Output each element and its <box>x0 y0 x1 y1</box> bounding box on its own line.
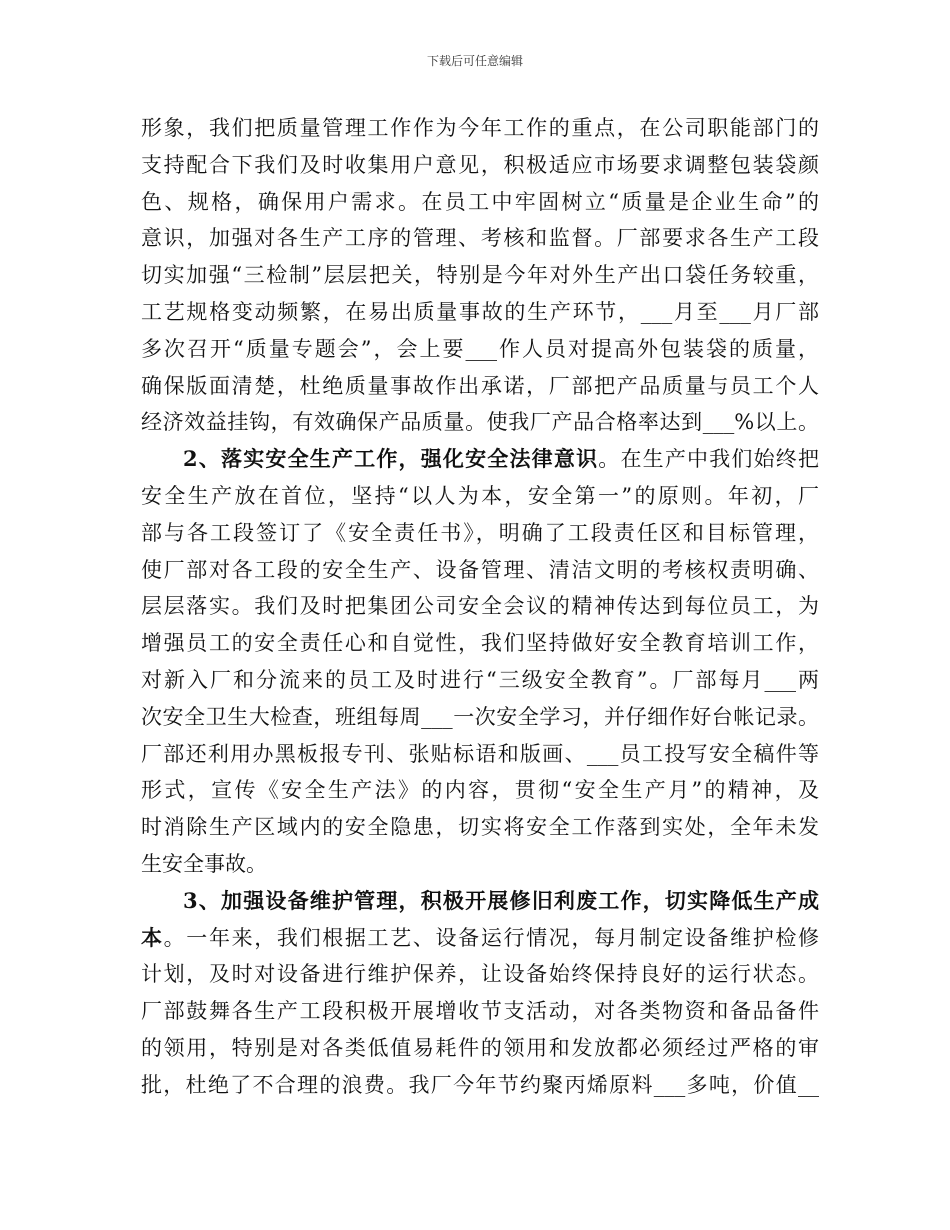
text-line <box>141 220 819 257</box>
text-line <box>141 625 819 662</box>
line-text: 色、规格，确保用户需求。在员工中牢固树立“质量是企业生命”的 <box>141 189 819 214</box>
line-text: 形式，宣传《安全生产法》的内容，贯彻“安全生产月”的精神，及 <box>141 778 819 803</box>
line-text: 经济效益挂钩，有效确保产品质量。使我厂产品合格率达到___%以上。 <box>141 410 819 435</box>
paragraph-3 <box>141 883 819 1104</box>
text-line <box>141 515 819 552</box>
text-line <box>141 331 819 368</box>
line-text: 计划，及时对设备进行维护保养，让设备始终保持良好的运行状态。 <box>141 962 819 987</box>
text-line <box>141 184 819 221</box>
text-line <box>141 699 819 736</box>
line-text: 对新入厂和分流来的员工及时进行“三级安全教育”。厂部每月___两 <box>141 667 819 692</box>
line-text: 批，杜绝了不合理的浪费。我厂今年节约聚丙烯原料___多吨，价值__ <box>141 1072 819 1097</box>
paragraph-1 <box>141 110 819 441</box>
line-text: 层层落实。我们及时把集团公司安全会议的精神传达到每位员工，为 <box>141 594 819 619</box>
line-text: 支持配合下我们及时收集用户意见，积极适应市场要求调整包装袋颜 <box>141 152 819 177</box>
text-line <box>141 809 819 846</box>
section-heading: 本 <box>141 924 164 950</box>
line-text: 形象，我们把质量管理工作作为今年工作的重点，在公司职能部门的 <box>141 116 819 140</box>
text-line <box>141 478 819 515</box>
line-text: 安全生产放在首位，坚持“以人为本，安全第一”的原则。年初，厂 <box>141 483 819 508</box>
text-line <box>141 1030 819 1067</box>
text-line <box>141 257 819 294</box>
line-text: 生安全事故。 <box>141 851 267 876</box>
document-body <box>141 110 819 1104</box>
line-text: 次安全卫生大检查，班组每周___一次安全学习，并仔细作好台帐记录。 <box>141 704 819 729</box>
text-line <box>141 441 819 478</box>
page-header: 下载后可任意编辑 <box>426 54 523 68</box>
text-line <box>141 588 819 625</box>
text-line <box>141 846 819 883</box>
text-line <box>141 552 819 589</box>
text-line <box>141 883 819 920</box>
text-line <box>141 294 819 331</box>
text-line <box>141 920 819 957</box>
text-line <box>141 1067 819 1104</box>
line-text: 厂部还利用办黑板报专刊、张贴标语和版画、___员工投写安全稿件等 <box>141 741 819 766</box>
line-text: 厂部鼓舞各生产工段积极开展增收节支活动，对各类物资和备品备件 <box>141 999 819 1024</box>
line-text: 确保版面清楚，杜绝质量事故作出承诺，厂部把产品质量与员工个人 <box>141 373 819 398</box>
section-heading: 2、落实安全生产工作，强化安全法律意识 <box>183 446 599 472</box>
text-line <box>141 110 819 147</box>
line-text: 使厂部对各工段的安全生产、设备管理、清洁文明的考核权责明确、 <box>141 557 819 582</box>
text-line <box>141 736 819 773</box>
line-text: 切实加强“三检制”层层把关，特别是今年对外生产出口袋任务较重， <box>141 263 819 288</box>
line-text: 的领用，特别是对各类低值易耗件的领用和发放都必须经过严格的审 <box>141 1035 819 1060</box>
text-line <box>141 368 819 405</box>
section-heading: 3、加强设备维护管理，积极开展修旧利废工作，切实降低生产成 <box>183 887 819 913</box>
line-text: 。在生产中我们始终把 <box>598 447 819 472</box>
text-line <box>141 404 819 441</box>
text-line <box>141 147 819 184</box>
line-text: 。一年来，我们根据工艺、设备运行情况，每月制定设备维护检修 <box>163 925 819 950</box>
line-text: 时消除生产区域内的安全隐患，切实将安全工作落到实处，全年未发 <box>141 815 819 840</box>
text-line <box>141 993 819 1030</box>
text-line <box>141 662 819 699</box>
line-text: 增强员工的安全责任心和自觉性，我们坚持做好安全教育培训工作， <box>141 631 819 656</box>
line-text: 意识，加强对各生产工序的管理、考核和监督。厂部要求各生产工段 <box>141 226 819 251</box>
line-text: 工艺规格变动频繁，在易出质量事故的生产环节，___月至___月厂部 <box>141 299 819 324</box>
line-text: 多次召开“质量专题会”，会上要___作人员对提高外包装袋的质量， <box>141 336 819 361</box>
paragraph-2 <box>141 441 819 883</box>
line-text: 部与各工段签订了《安全责任书》，明确了工段责任区和目标管理， <box>141 520 819 545</box>
text-line <box>141 772 819 809</box>
text-line <box>141 956 819 993</box>
